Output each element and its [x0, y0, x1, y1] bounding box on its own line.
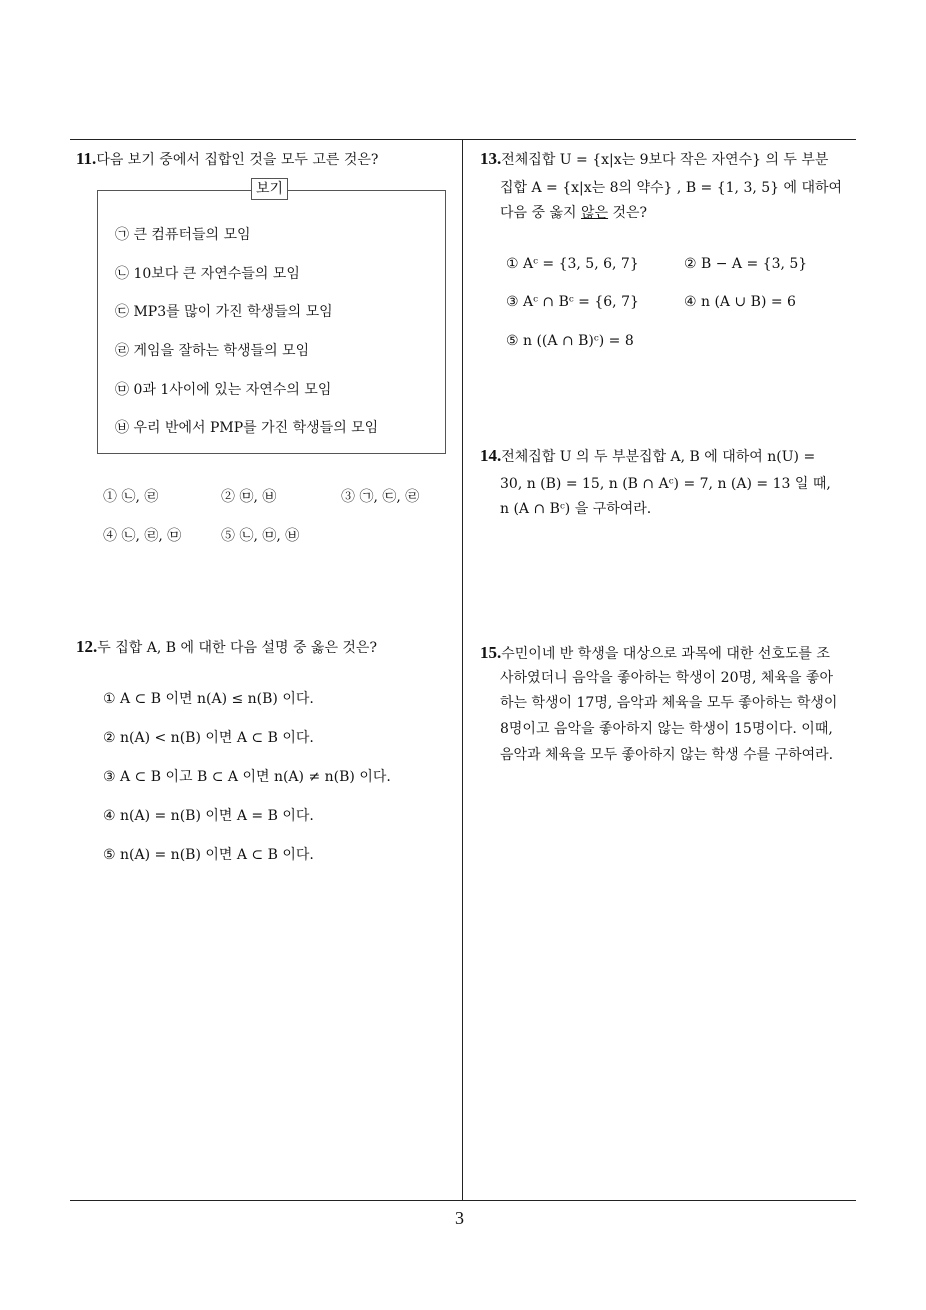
bogi-item: ㉣ 게임을 잘하는 학생들의 모임 [115, 343, 310, 359]
q15-line2: 사하였더니 음악을 좋아하는 학생이 20명, 체육을 좋아 [500, 670, 833, 686]
q14-line2: 30, n (B) = 15, n (B ∩ Aᶜ) = 7, n (A) = 13 일 때, [500, 476, 831, 492]
q14-question [480, 443, 815, 470]
q13-choice-2[interactable]: ② B − A = {3, 5} [684, 256, 808, 272]
q13-choice-3[interactable]: ③ Aᶜ ∩ Bᶜ = {6, 7} [506, 294, 639, 310]
q13-number: 13. [480, 149, 502, 168]
q15-number: 15. [480, 643, 502, 662]
q12-choice-1[interactable]: ① A ⊂ B 이면 n(A) ≤ n(B) 이다. [103, 691, 314, 707]
q12-choice-5[interactable]: ⑤ n(A) = n(B) 이면 A ⊂ B 이다. [103, 847, 314, 863]
q14-line3: n (A ∩ Bᶜ) 을 구하여라. [500, 501, 652, 517]
bogi-item: ㉢ MP3를 많이 가진 학생들의 모임 [115, 304, 333, 320]
q15-line1: 수민이네 반 학생을 대상으로 과목에 대한 선호도를 조 [501, 646, 830, 662]
q13-line3 [500, 202, 647, 222]
q12-choice-4[interactable]: ④ n(A) = n(B) 이면 A = B 이다. [103, 808, 314, 824]
bogi-item: ㉡ 10보다 큰 자연수들의 모임 [115, 266, 300, 282]
q12-choice-3[interactable]: ③ A ⊂ B 이고 B ⊂ A 이면 n(A) ≠ n(B) 이다. [103, 769, 391, 785]
q11-number: 11. [76, 149, 97, 168]
q14-number: 14. [480, 446, 502, 465]
q11-choice-1[interactable]: ① ㉡, ㉣ [103, 489, 159, 505]
q14-line1: 전체집합 U 의 두 부분집합 A, B 에 대하여 n(U) = [501, 449, 816, 465]
bogi-item: ㉠ 큰 컴퓨터들의 모임 [115, 227, 251, 243]
q11-choice-2[interactable]: ② ㉤, ㉥ [221, 489, 277, 505]
bogi-item: ㉥ 우리 반에서 PMP를 가진 학생들의 모임 [115, 420, 379, 436]
q13-emphasis: 않은 [580, 205, 609, 221]
column-divider [462, 139, 463, 1201]
bogi-title: 보기 [251, 178, 288, 200]
q13-line3-c: 것은? [608, 205, 648, 221]
q11-text: 다음 보기 중에서 집합인 것을 모두 고른 것은? [96, 152, 379, 168]
q13-choice-1[interactable]: ① Aᶜ = {3, 5, 6, 7} [506, 256, 639, 272]
q13-choice-5[interactable]: ⑤ n ((A ∩ B)ᶜ) = 8 [506, 333, 634, 349]
q11-choice-5[interactable]: ⑤ ㉡, ㉤, ㉥ [221, 528, 300, 544]
q13-question [480, 146, 828, 173]
q11-choice-4[interactable]: ④ ㉡, ㉣, ㉤ [103, 528, 182, 544]
q12-choice-2[interactable]: ② n(A) < n(B) 이면 A ⊂ B 이다. [103, 730, 314, 746]
q11-question [76, 146, 378, 173]
page-number: 3 [455, 1208, 464, 1228]
q12-number: 12. [76, 637, 98, 656]
q15-line3: 하는 학생이 17명, 음악과 체육을 모두 좋아하는 학생이 [500, 695, 838, 711]
bottom-rule [70, 1200, 856, 1201]
q13-choice-4[interactable]: ④ n (A ∪ B) = 6 [684, 294, 796, 310]
bogi-item: ㉤ 0과 1사이에 있는 자연수의 모임 [115, 382, 332, 398]
top-rule [70, 139, 856, 140]
q15-line5: 음악과 체육을 모두 좋아하지 않는 학생 수를 구하여라. [500, 747, 834, 763]
q12-text: 두 집합 A, B 에 대한 다음 설명 중 옳은 것은? [97, 640, 377, 656]
q13-line3-a: 다음 중 옳지 [500, 205, 581, 221]
q12-question [76, 634, 377, 661]
q15-question [480, 640, 830, 667]
q15-line4: 8명이고 음악을 좋아하지 않는 학생이 15명이다. 이때, [500, 721, 833, 737]
q13-line2: 집합 A = {x|x는 8의 약수} , B = {1, 3, 5} 에 대하여 [500, 180, 843, 196]
q13-line1: 전체집합 U = {x|x는 9보다 작은 자연수} 의 두 부분 [501, 152, 829, 168]
q11-choice-3[interactable]: ③ ㉠, ㉢, ㉣ [341, 489, 420, 505]
